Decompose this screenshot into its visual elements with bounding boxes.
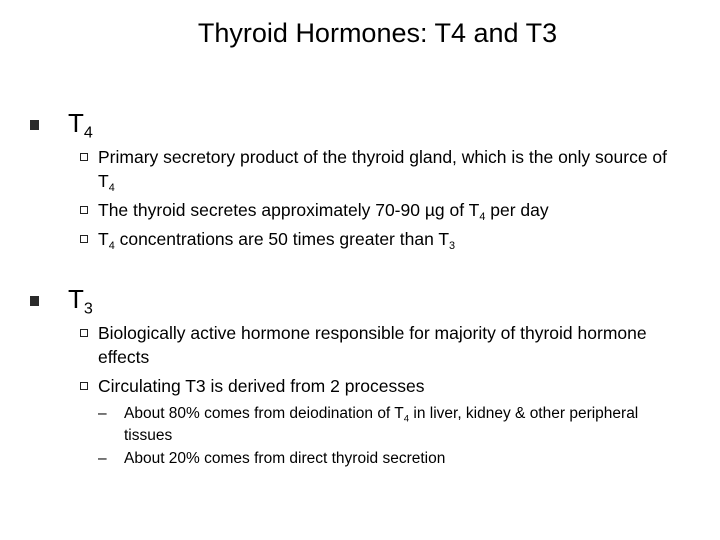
subbullet-subscript: 4 <box>403 413 410 425</box>
bullet-text: The thyroid secretes approximately 70-90 µg of T <box>98 200 480 220</box>
hollow-square-bullet-icon <box>80 329 88 337</box>
hollow-square-bullet-icon <box>80 206 88 214</box>
heading-subscript: 3 <box>83 299 93 318</box>
heading-text: T <box>68 108 84 138</box>
bullet-text: T <box>98 229 109 249</box>
subbullet-text: About 80% comes from deiodination of T <box>124 405 404 422</box>
heading-text: T <box>68 284 84 314</box>
subbullet-text-cont: in liver, kidney & other peripheral tissues <box>124 405 639 444</box>
bullet-subscript: 4 <box>479 210 486 223</box>
bullet-text-cont: per day <box>485 200 549 220</box>
square-bullet-icon <box>30 120 39 130</box>
dash-bullet: – <box>98 405 107 422</box>
bullet-subscript: 4 <box>108 239 115 252</box>
bullet-text: Biologically active hormone responsible for majority of thyroid hormone effects <box>98 323 647 367</box>
subbullet-text: About 20% comes from direct thyroid secretion <box>124 450 446 467</box>
square-bullet-icon <box>30 296 39 306</box>
bullet-subscript: 4 <box>108 181 115 194</box>
hollow-square-bullet-icon <box>80 382 88 390</box>
hollow-square-bullet-icon <box>80 153 88 161</box>
bullet-subscript-2: 3 <box>449 239 456 252</box>
hollow-square-bullet-icon <box>80 235 88 243</box>
dash-bullet: – <box>98 450 107 467</box>
bullet-text-cont: concentrations are 50 times greater than T <box>114 229 450 249</box>
slide-title: Thyroid Hormones: T4 and T3 <box>197 18 558 48</box>
bullet-text: Primary secretory product of the thyroid gland, which is the only source of T <box>98 147 668 191</box>
heading-subscript: 4 <box>83 123 93 142</box>
bullet-text: Circulating T3 is derived from 2 processes <box>98 376 425 396</box>
